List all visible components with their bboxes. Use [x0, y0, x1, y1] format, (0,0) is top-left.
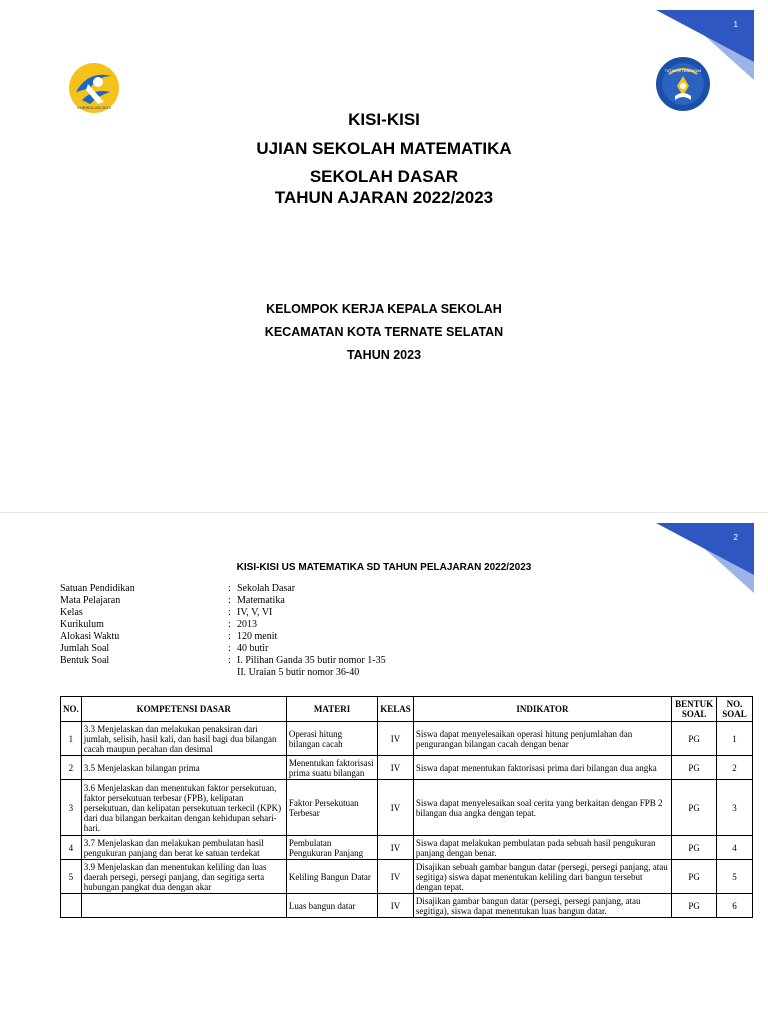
cell-indikator: Siswa dapat menyelesaikan operasi hitung penjumlahan dan pengurangan bilangan cacah dengan benar: [413, 722, 671, 756]
header-bentuk-soal: BENTUK SOAL: [672, 697, 717, 722]
cell-materi: Faktor Persekutuan Terbesar: [286, 780, 377, 836]
cell-kelas: IV: [378, 860, 414, 894]
table-row: [61, 894, 753, 918]
title-line-4: TAHUN AJARAN 2022/2023: [274, 188, 494, 207]
page-number: 1: [733, 20, 738, 29]
cell-no: 1: [61, 722, 82, 756]
title-line-3: SEKOLAH DASAR: [309, 167, 459, 186]
info-separator: :: [228, 583, 231, 594]
cell-bentuk-soal: PG: [672, 780, 717, 836]
cell-bentuk-soal: PG: [672, 860, 717, 894]
info-label: Mata Pelajaran: [60, 595, 121, 606]
cell-materi: Keliling Bangun Datar: [286, 860, 377, 894]
cell-no-soal: 4: [717, 836, 753, 860]
table-row: [61, 756, 753, 780]
document-page-1: [0, 0, 768, 510]
info-value: IV, V, VI: [237, 607, 273, 618]
info-separator: :: [228, 655, 231, 666]
info-label: Alokasi Waktu: [60, 631, 120, 642]
info-separator: :: [228, 643, 231, 654]
cell-indikator: Siswa dapat melakukan pembulatan pada sebuah hasil pengukuran panjang dengan benar.: [413, 836, 671, 860]
info-label: Satuan Pendidikan: [60, 583, 135, 594]
header-no: NO.: [61, 697, 82, 722]
subtitle-line-1: KELOMPOK KERJA KEPALA SEKOLAH: [266, 302, 502, 316]
cell-materi: Operasi hitung bilangan cacah: [286, 722, 377, 756]
cell-kompetensi-dasar: 3.9 Menjelaskan dan menentukan keliling dan luas daerah persegi, persegi panjang, dan segitiga serta hubungan pangkat dua dengan akar: [81, 860, 286, 894]
tut-wuri-handayani-logo-icon: [655, 56, 711, 112]
header-kelas: KELAS: [378, 697, 414, 722]
cell-kelas: IV: [378, 722, 414, 756]
cell-no-soal: 3: [717, 780, 753, 836]
info-value: Matematika: [237, 595, 285, 606]
cell-no: 3: [61, 780, 82, 836]
header-indikator: INDIKATOR: [413, 697, 671, 722]
info-separator: :: [228, 595, 231, 606]
cell-kelas: IV: [378, 894, 414, 918]
subtitle-line-3: TAHUN 2023: [346, 348, 422, 362]
cell-no-soal: 5: [717, 860, 753, 894]
title-line-1: KISI-KISI: [348, 110, 420, 129]
cell-indikator: Disajikan gambar bangun datar (persegi, persegi panjang, atau segitiga), siswa dapat menentukan luas bangun datar.: [413, 894, 671, 918]
cell-materi: Pembulatan Pengukuran Panjang: [286, 836, 377, 860]
kurikulum-2013-logo-icon: [68, 62, 120, 114]
logo-left-text: KURIKULUM 2013: [77, 105, 111, 110]
info-label: Bentuk Soal: [60, 655, 110, 666]
page-2-heading: KISI-KISI US MATEMATIKA SD TAHUN PELAJARAN 2022/2023: [236, 562, 532, 573]
cell-bentuk-soal: PG: [672, 836, 717, 860]
title-line-2: UJIAN SEKOLAH MATEMATIKA: [256, 139, 512, 158]
info-value: II. Uraian 5 butir nomor 36-40: [237, 667, 360, 678]
info-label: Jumlah Soal: [60, 643, 110, 654]
cell-kompetensi-dasar: 3.7 Menjelaskan dan melakukan pembulatan hasil pengukuran panjang dan berat ke satuan terdekat: [81, 836, 286, 860]
table-row: [61, 722, 753, 756]
cell-kompetensi-dasar: [81, 894, 286, 918]
info-value: 2013: [237, 619, 257, 630]
cell-no: [61, 894, 82, 918]
table-row: [61, 836, 753, 860]
header-no-soal: NO. SOAL: [717, 697, 753, 722]
cell-no: 4: [61, 836, 82, 860]
info-value: I. Pilihan Ganda 35 butir nomor 1-35: [237, 655, 386, 666]
cell-bentuk-soal: PG: [672, 894, 717, 918]
cell-no: 5: [61, 860, 82, 894]
page-corner-decoration: [656, 523, 754, 593]
cell-indikator: Disajikan sebuah gambar bangun datar (persegi, persegi panjang, atau segitiga) siswa dapat menentukan keliling dari bangun tersebut dengan tepat.: [413, 860, 671, 894]
cell-no: 2: [61, 756, 82, 780]
info-value: 120 menit: [237, 631, 278, 642]
logo-right-text: TUT WURI HANDAYANI: [664, 69, 702, 73]
cell-bentuk-soal: PG: [672, 756, 717, 780]
cell-indikator: Siswa dapat menyelesaikan soal cerita yang berkaitan dengan FPB 2 bilangan dua angka dengan tepat.: [413, 780, 671, 836]
cell-kompetensi-dasar: 3.3 Menjelaskan dan melakukan penaksiran dari jumlah, selisih, hasil kali, dan hasil bagi dua bilangan cacah maupun pecahan dan desimal: [81, 722, 286, 756]
cell-no-soal: 1: [717, 722, 753, 756]
page-number: 2: [733, 533, 738, 542]
cell-materi: Luas bangun datar: [286, 894, 377, 918]
subtitle-line-2: KECAMATAN KOTA TERNATE SELATAN: [264, 325, 504, 339]
cell-indikator: Siswa dapat menentukan faktorisasi prima dari bilangan dua angka: [413, 756, 671, 780]
cell-bentuk-soal: PG: [672, 722, 717, 756]
cell-kompetensi-dasar: 3.6 Menjelaskan dan menentukan faktor persekutuan, faktor persekutuan terbesar (FPB), kelipatan persekutuan, dan kelipatan persekutuan terkecil (KPK) dari dua bilangan berkaitan dengan kehidupan sehari-hari.: [81, 780, 286, 836]
cell-materi: Menentukan faktorisasi prima suatu bilangan: [286, 756, 377, 780]
info-value: Sekolah Dasar: [237, 583, 296, 594]
info-label: Kelas: [60, 607, 83, 618]
table-row: [61, 860, 753, 894]
info-separator: :: [228, 619, 231, 630]
header-materi: MATERI: [286, 697, 377, 722]
info-value: 40 butir: [237, 643, 269, 654]
cell-kelas: IV: [378, 756, 414, 780]
cell-kelas: IV: [378, 836, 414, 860]
header-kompetensi-dasar: KOMPETENSI DASAR: [81, 697, 286, 722]
cell-kelas: IV: [378, 780, 414, 836]
cell-kompetensi-dasar: 3.5 Menjelaskan bilangan prima: [81, 756, 286, 780]
table-header-row: [61, 697, 753, 722]
cell-no-soal: 2: [717, 756, 753, 780]
info-label: Kurikulum: [60, 619, 104, 630]
info-separator: :: [228, 607, 231, 618]
cell-no-soal: 6: [717, 894, 753, 918]
table-row: [61, 780, 753, 836]
kisi-kisi-table: [60, 696, 753, 918]
info-separator: :: [228, 631, 231, 642]
